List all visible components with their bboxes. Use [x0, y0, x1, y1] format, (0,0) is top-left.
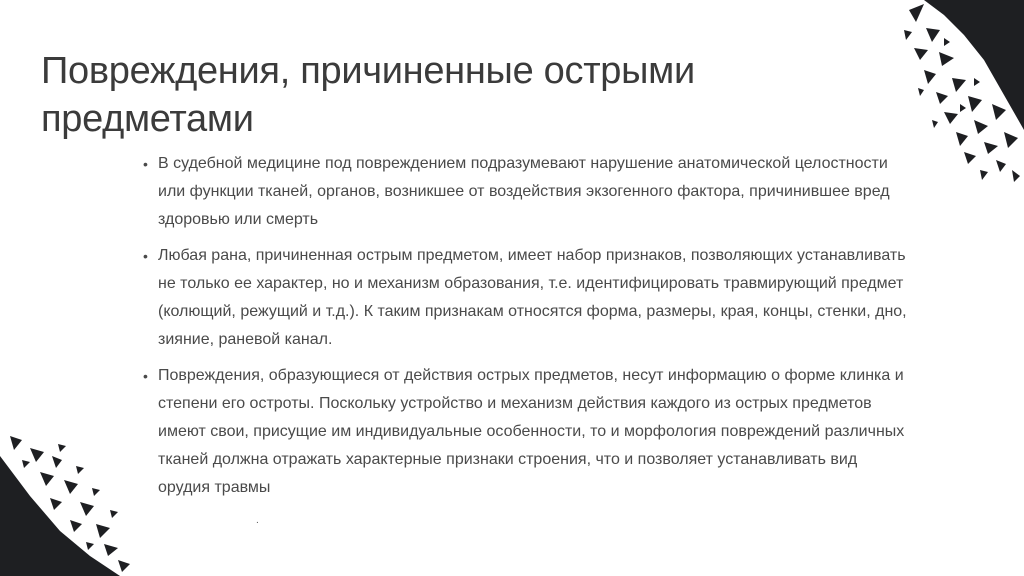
bullet-marker: • [143, 248, 148, 264]
bullet-marker: • [143, 156, 148, 172]
bullet-item [143, 150, 913, 234]
bullet-marker: • [143, 368, 148, 384]
bullet-list [143, 150, 913, 510]
stray-mark: . [256, 515, 259, 526]
shattered-glass-decoration-bottom-left [0, 436, 135, 576]
bullet-text: Любая рана, причиненная острым предметом, имеет набор признаков, позволяющих устанавливать не только ее характер, но и механизм образования, т.е. идентифицировать травмирующий предмет (колющий, режущий и т.д.). К таким признакам относятся форма, размеры, края, концы, стенки, дно, зияние, раневой канал. [158, 247, 907, 348]
bullet-text: Повреждения, образующиеся от действия острых предметов, несут информацию о форме клинка и степени его остроты. Поскольку устройство и механизм действия каждого из острых предметов имеют свои, присущие им индивидуальные особенности, то и морфология повреждений различных тканей должна отражать характерные признаки строения, что и позволяет устанавливать вид орудия травмы [158, 367, 905, 496]
bullet-item [143, 242, 913, 354]
slide-title: Повреждения, причиненные острыми предметами [41, 50, 695, 141]
bullet-item [143, 362, 913, 502]
bullet-text: В судебной медицине под повреждением подразумевают нарушение анатомической целостности или функции тканей, органов, возникшее от воздействия экзогенного фактора, причинившее вред здоровью или смерть [158, 155, 890, 228]
